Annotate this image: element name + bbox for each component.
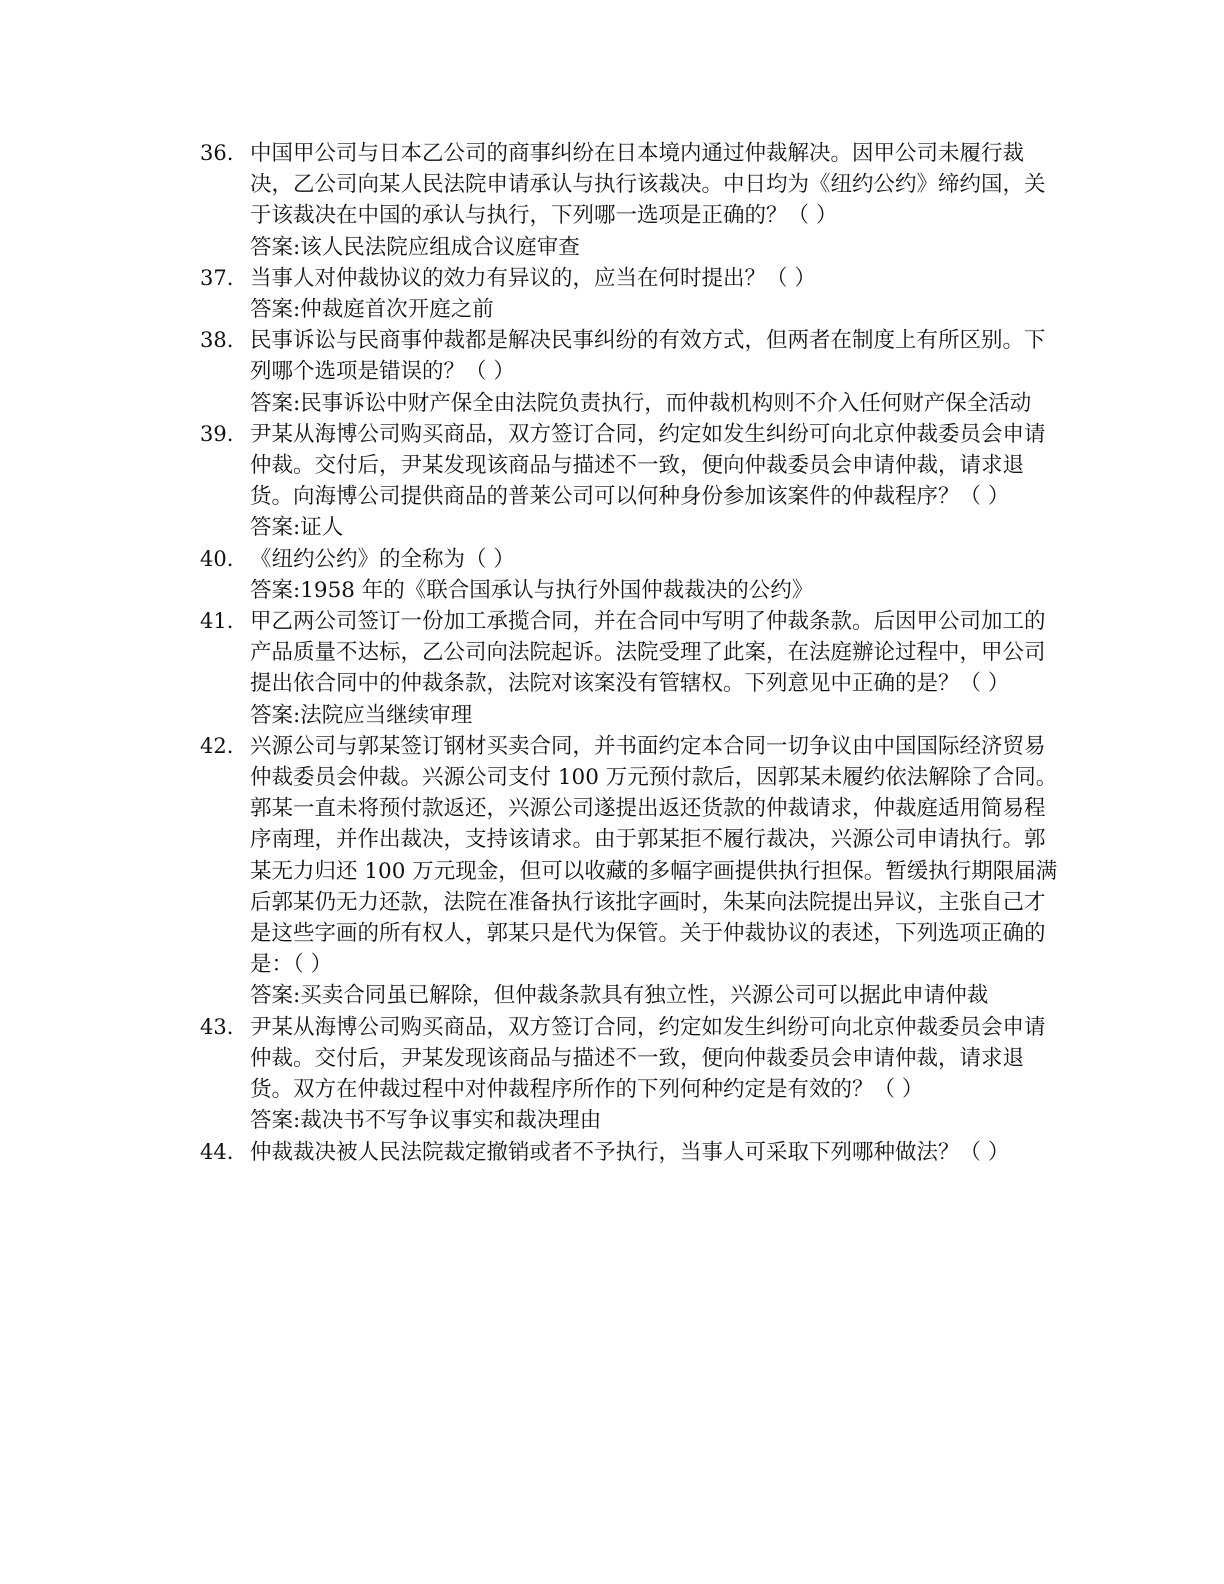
question-body — [250, 325, 1060, 419]
question-text: 甲乙两公司签订一份加工承揽合同，并在合同中写明了仲裁条款。后因甲公司加工的产品质量不达标，乙公司向法院起诉。法院受理了此案，在法庭辦论过程中，甲公司提出依合同中的仲裁条款，法院对该案没有管辖权。下列意见中正确的是？（ ） — [250, 609, 1046, 697]
question-body — [250, 1012, 1060, 1137]
answer-text: 答案:1958 年的《联合国承认与执行外国仲裁裁决的公约》 — [250, 577, 814, 603]
answer-text: 答案:证人 — [250, 515, 344, 541]
question-body — [250, 138, 1060, 263]
question-text: 中国甲公司与日本乙公司的商事纠纷在日本境内通过仲裁解决。因甲公司未履行裁决，乙公司向某人民法院申请承认与执行该裁决。中日均为《纽约公约》缔约国，关于该裁决在中国的承认与执行，下列哪一选项是正确的？（ ） — [250, 141, 1046, 229]
question-item-36 — [200, 138, 1060, 263]
question-number: 37. — [200, 265, 234, 290]
question-number: 36. — [200, 141, 234, 165]
question-item-37 — [200, 263, 1060, 325]
question-text: 兴源公司与郭某签订钢材买卖合同，并书面约定本合同一切争议由中国国际经济贸易仲裁委员会仲裁。兴源公司支付 100 万元预付款后，因郭某未履约依法解除了合同。郭某一直未将预付款返还，兴源公司遂提出返还货款的仲裁请求，仲裁庭适用简易程序南理，并作出裁决，支持该请求。由于郭某拒不履行裁决，兴源公司申请执行。郭某无力归还 100 万元现金，但可以收藏的多幅字画提供执行担保。暂缓执行期限届满后郭某仍无力还款，法院在准备执行该批字画时，朱某向法院提出异议，主张自己才是这些字画的所有权人，郭某只是代为保管。关于仲裁协议的表述，下列选项正确的是：（ ） — [250, 733, 1058, 978]
answer-text: 答案:法院应当继续审理 — [250, 702, 473, 728]
question-number: 39. — [200, 421, 234, 446]
question-body — [250, 419, 1060, 544]
question-number: 40. — [200, 546, 234, 571]
question-number: 42. — [200, 733, 234, 758]
question-body — [250, 1137, 1060, 1168]
question-number: 38. — [200, 328, 234, 353]
question-item-43 — [200, 1012, 1060, 1137]
question-body — [250, 606, 1060, 731]
question-text: 民事诉讼与民商事仲裁都是解决民事纠纷的有效方式，但两者在制度上有所区别。下列哪个选项是错误的？（ ） — [250, 328, 1046, 385]
question-item-39 — [200, 419, 1060, 544]
question-text: 尹某从海博公司购买商品，双方签订合同，约定如发生纠纷可向北京仲裁委员会申请仲裁。交付后，尹某发现该商品与描述不一致，便向仲裁委员会申请仲裁，请求退货。双方在仲裁过程中对仲裁程序所作的下列何种约定是有效的？（ ） — [250, 1014, 1046, 1103]
answer-text: 答案:买卖合同虽已解除，但仲裁条款具有独立性，兴源公司可以据此申请仲裁 — [250, 983, 989, 1009]
question-body — [250, 263, 1060, 325]
question-number: 41. — [200, 609, 234, 634]
question-list — [200, 138, 1060, 1168]
answer-text: 答案:民事诉讼中财产保全由法院负责执行，而仲裁机构则不介入任何财产保全活动 — [250, 390, 1032, 416]
question-body — [250, 544, 1060, 606]
question-item-41 — [200, 606, 1060, 731]
question-number: 44. — [200, 1139, 234, 1164]
question-text: 仲裁裁决被人民法院裁定撤销或者不予执行，当事人可采取下列哪种做法？（ ） — [250, 1139, 1010, 1165]
question-number: 43. — [200, 1014, 234, 1039]
question-item-40 — [200, 544, 1060, 606]
answer-text: 答案:该人民法院应组成合议庭审查 — [250, 234, 580, 260]
question-text: 尹某从海博公司购买商品，双方签订合同，约定如发生纠纷可向北京仲裁委员会申请仲裁。交付后，尹某发现该商品与描述不一致，便向仲裁委员会申请仲裁，请求退货。向海博公司提供商品的普莱公司可以何种身份参加该案件的仲裁程序？（ ） — [250, 421, 1046, 510]
question-body — [250, 731, 1060, 1012]
question-text: 《纽约公约》的全称为（ ） — [250, 546, 515, 572]
answer-text: 答案:仲裁庭首次开庭之前 — [250, 297, 494, 323]
question-item-42 — [200, 731, 1060, 1012]
question-text: 当事人对仲裁协议的效力有异议的，应当在何时提出？（ ） — [250, 265, 816, 291]
question-item-38 — [200, 325, 1060, 419]
question-item-44 — [200, 1137, 1060, 1168]
answer-text: 答案:裁决书不写争议事实和裁决理由 — [250, 1108, 602, 1134]
